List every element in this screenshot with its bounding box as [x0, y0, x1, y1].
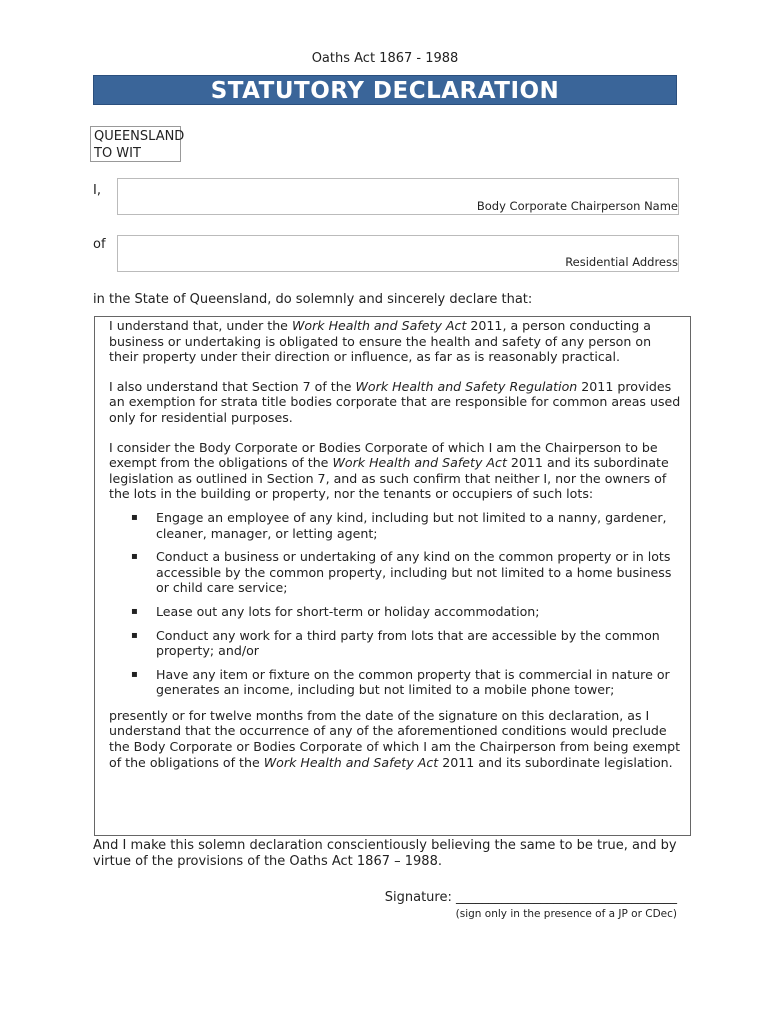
bullet-icon: ▪ — [131, 551, 138, 563]
residential-address-caption: Residential Address — [565, 255, 678, 269]
signature-line[interactable]: Signature: __________________________________ — [384, 890, 677, 905]
bullet-icon: ▪ — [131, 668, 138, 680]
list-item: ▪ Engage an employee of any kind, including but not limited to a nanny, gardener, cleaner, manager, or letting agent; — [131, 509, 667, 541]
closing-statement: And I make this solemn declaration conscientiously believing the same to be true, and by virtue of the provisions of the Oaths Act 1867 – 1988. — [93, 838, 677, 869]
jurisdiction-box — [90, 126, 185, 162]
jurisdiction-to-wit: TO WIT — [94, 146, 141, 161]
list-item: ▪ Conduct any work for a third party from lots that are accessible by the common property; and/or — [131, 627, 660, 659]
page-title: STATUTORY DECLARATION — [93, 75, 677, 105]
list-item: ▪ Conduct a business or undertaking of any kind on the common property or in lots accessible by the common property, including but not limited to a home business or child care service; — [131, 549, 672, 596]
list-item: ▪ Have any item or fixture on the common property that is commercial in nature or generates an income, including but not limited to a mobile phone tower; — [131, 666, 670, 698]
conditions-list — [109, 510, 684, 698]
act-reference: Oaths Act 1867 - 1988 — [311, 51, 459, 66]
declaration-paragraph-4: presently or for twelve months from the date of the signature on this declaration, as I understand that the occurrence of any of the aforementioned conditions would preclude the Body Corporate or Bodies Corporate of which I am the Chairperson from being exempt of the obligations of the Work Health and Safety Act 2011 and its subordinate legislation. — [109, 707, 681, 770]
list-item: ▪ Lease out any lots for short-term or holiday accommodation; — [131, 603, 540, 619]
jurisdiction-state: QUEENSLAND — [94, 129, 185, 144]
declaration-intro: in the State of Queensland, do solemnly and sincerely declare that: — [93, 292, 533, 307]
chairperson-name-caption: Body Corporate Chairperson Name — [476, 199, 678, 213]
name-label: I, — [93, 183, 101, 198]
declaration-paragraph-3: I consider the Body Corporate or Bodies Corporate of which I am the Chairperson to be exempt from the obligations of the Work Health and Safety Act 2011 and its subordinate legislation as outlined in Section 7, and as such confirm that neither I, nor the owners of the lots in the building or property, nor the tenants or occupiers of such lots: — [109, 439, 669, 502]
address-label: of — [93, 237, 106, 252]
declaration-paragraph-1: I understand that, under the Work Health and Safety Act 2011, a person conducting a business or undertaking is obligated to ensure the health and safety of any person on their property under their direction or influence, as far as is reasonably practical. — [109, 318, 652, 365]
signature-note: (sign only in the presence of a JP or CDec) — [455, 908, 677, 920]
bullet-icon: ▪ — [131, 605, 138, 617]
bullet-icon: ▪ — [131, 511, 138, 523]
declaration-paragraph-2: I also understand that Section 7 of the Work Health and Safety Regulation 2011 provides an exemption for strata title bodies corporate that are responsible for common areas used only for residential purposes. — [109, 378, 681, 425]
bullet-icon: ▪ — [131, 629, 138, 641]
declaration-body — [109, 318, 684, 770]
